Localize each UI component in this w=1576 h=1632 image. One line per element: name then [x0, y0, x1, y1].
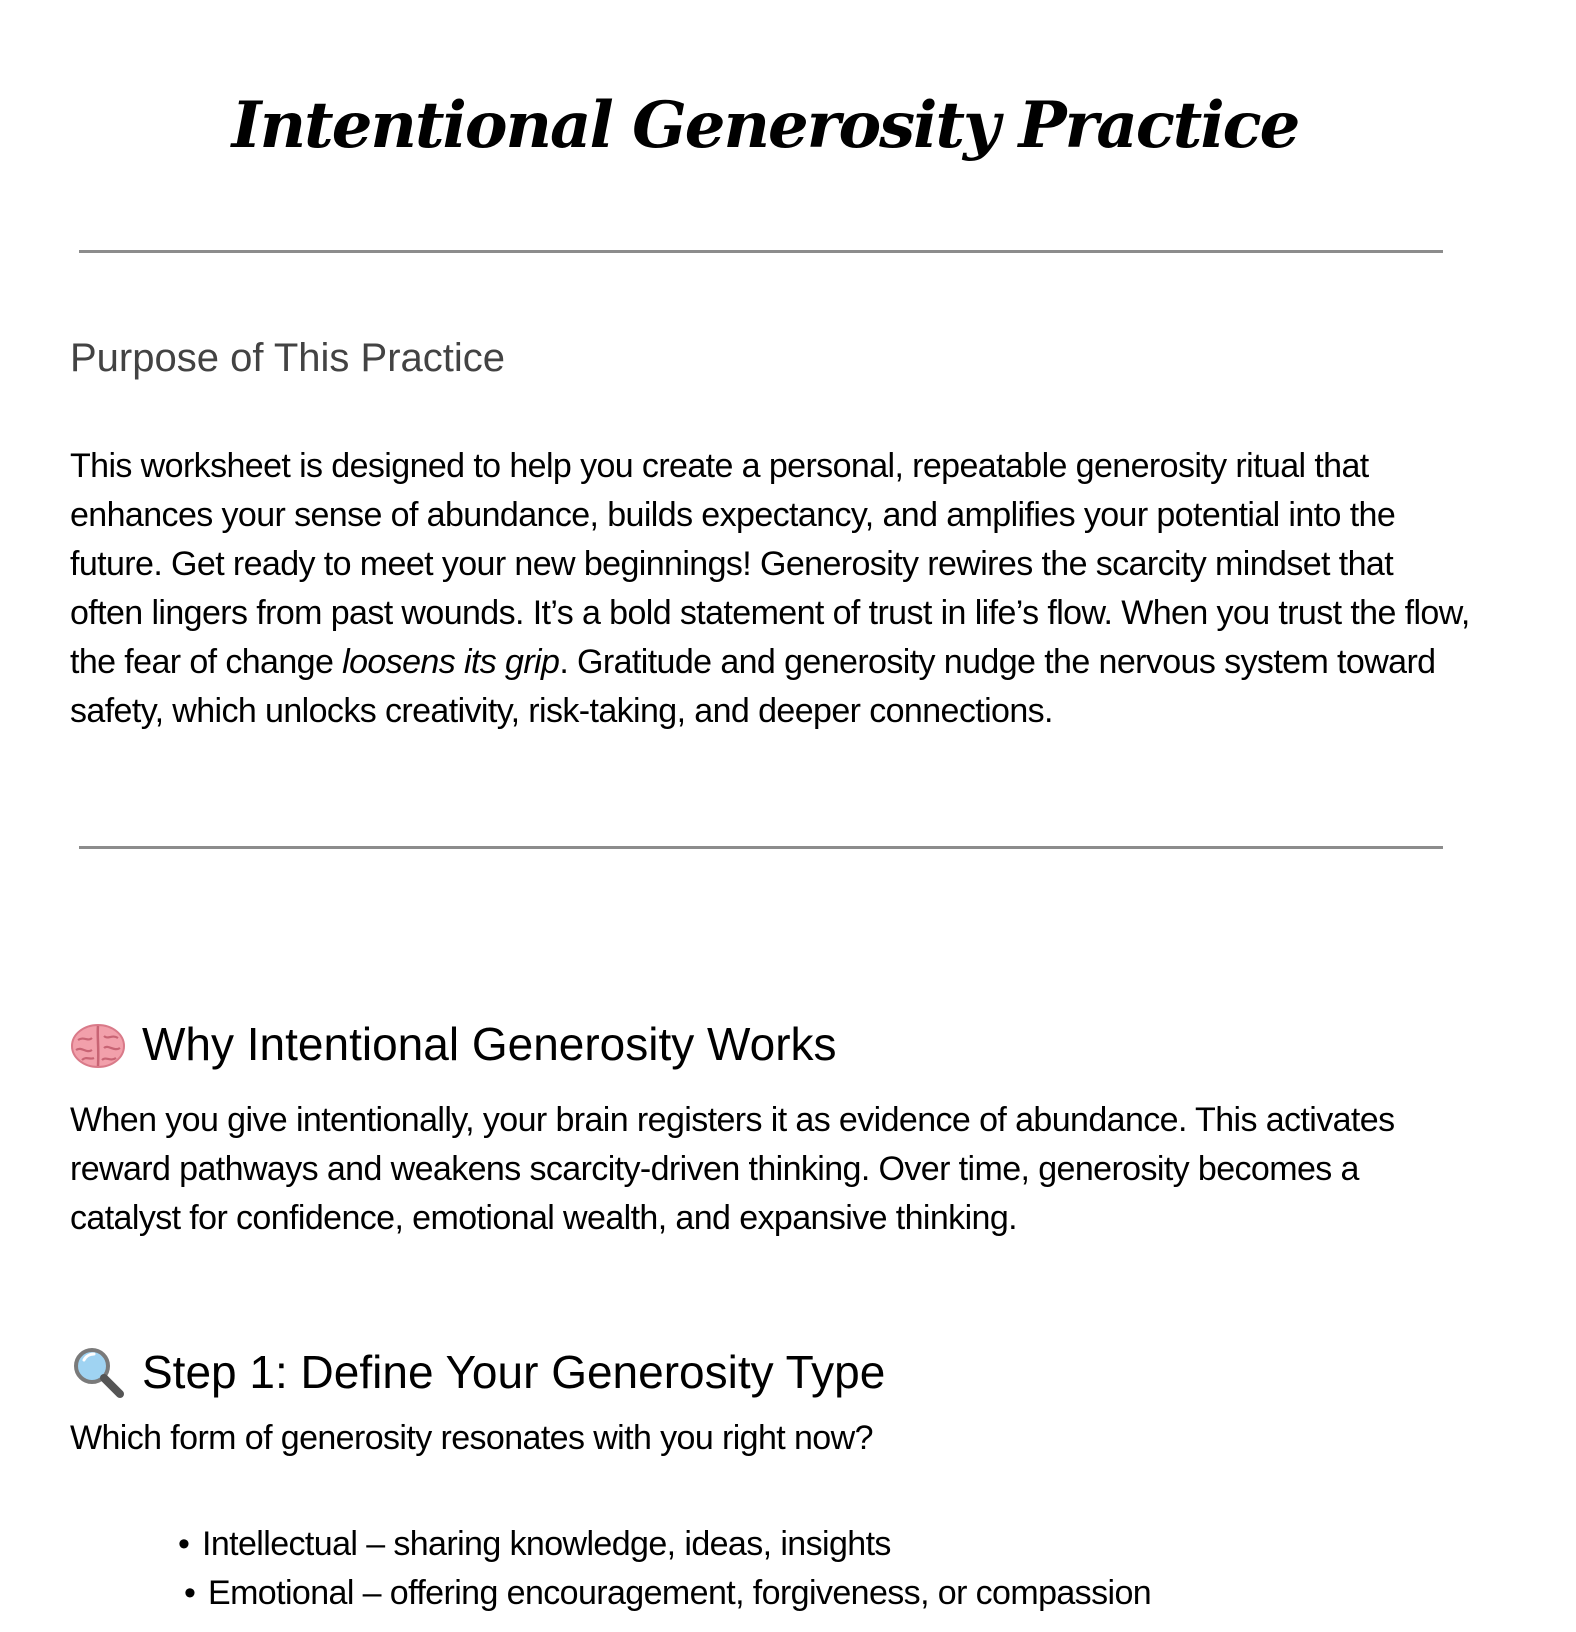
purpose-text-start: This worksheet is designed to help you create a personal, repeatable generosity ritual that enhances your sense of abundance, builds expectancy, and amplifies your potential into the future. Get ready to meet your new beginnings! Generosity rewires the scarcity mindset that often lingers from past wounds. It’s a bold statement of trust in life’s flow. When you trust the flow, the fear of change — [70, 447, 1470, 681]
why-heading-text: Why Intentional Generosity Works — [142, 1018, 837, 1070]
horizontal-rule — [79, 846, 1443, 849]
why-heading — [70, 1016, 837, 1072]
list-item-label: Intellectual – sharing knowledge, ideas, insights — [202, 1525, 891, 1563]
bullet-icon: • — [184, 1574, 196, 1612]
brain-icon — [70, 1016, 126, 1072]
list-item — [178, 1569, 1151, 1618]
why-paragraph: When you give intentionally, your brain registers it as evidence of abundance. This activates reward pathways and weakens scarcity-driven thinking. Over time, generosity becomes a catalyst for confidence, emotional wealth, and expansive thinking. — [70, 1101, 1395, 1237]
purpose-heading: Purpose of This Practice — [70, 336, 506, 380]
magnifying-glass-icon — [70, 1344, 126, 1400]
horizontal-rule — [79, 250, 1443, 253]
purpose-paragraph — [70, 442, 1470, 736]
step1-heading — [70, 1344, 885, 1400]
step1-heading-text: Step 1: Define Your Generosity Type — [142, 1346, 886, 1398]
document-title: Intentional Generosity Practice — [231, 88, 1299, 163]
list-item — [178, 1520, 1151, 1569]
list-item-label: Emotional – offering encouragement, forgiveness, or compassion — [208, 1574, 1152, 1612]
purpose-text-italic: loosens its grip — [342, 643, 560, 681]
bullet-icon: • — [178, 1525, 190, 1563]
generosity-type-list — [178, 1520, 1151, 1618]
purpose-text-end: . Gratitude and generosity nudge the nervous system toward safety, which unlocks creativity, risk-taking, and deeper connections. — [70, 643, 1436, 730]
step1-question: Which form of generosity resonates with you right now? — [70, 1419, 873, 1457]
